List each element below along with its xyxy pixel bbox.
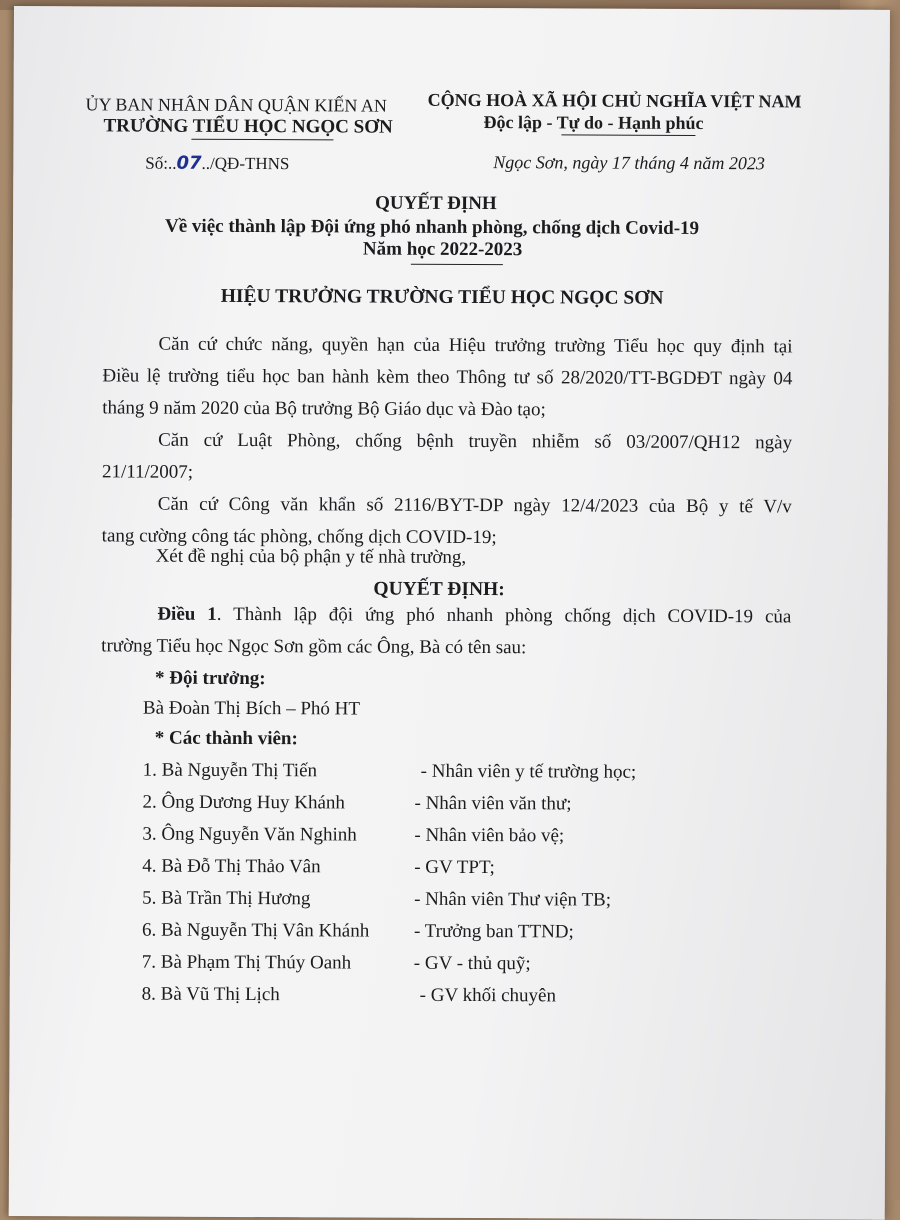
place-date: Ngọc Sơn, ngày 17 tháng 4 năm 2023	[493, 152, 765, 174]
article-1	[101, 598, 791, 665]
article-1-text-1: . Thành lập đội ứng phó nhanh phòng chống dịch COVID-19 của	[216, 603, 792, 628]
proposal-line: Xét đề nghị của bộ phận y tế nhà trường,	[155, 545, 467, 568]
country-name: CỘNG HOÀ XÃ HỘI CHỦ NGHĨA VIỆT NAM	[427, 89, 802, 112]
basis-paragraph-2	[102, 424, 792, 491]
article-1-line-1	[101, 598, 791, 633]
document-number	[145, 152, 289, 177]
motto-underline	[561, 134, 695, 136]
title-underline	[411, 264, 503, 265]
issuing-authority: HIỆU TRƯỞNG TRƯỜNG TIỂU HỌC NGỌC SƠN	[220, 285, 664, 309]
number-handwritten: 07	[176, 152, 202, 174]
decision-subject: Về việc thành lập Đội ứng phó nhanh phòng, chống dịch Covid-19	[164, 215, 700, 239]
basis-paragraph-1	[102, 328, 792, 427]
leader-heading: * Đội trưởng:	[155, 667, 266, 690]
basis-2-line-2: 21/11/2007;	[101, 461, 194, 483]
leader-name: Bà Đoàn Thị Bích – Phó HT	[142, 697, 361, 720]
member-role: - GV - thủ quỹ;	[413, 952, 531, 975]
number-suffix: ../QĐ-THNS	[201, 153, 290, 174]
basis-2-line-1: Căn cứ Luật Phòng, chống bệnh truyền nhiễm số 03/2007/QH12 ngày	[158, 429, 793, 454]
member-role: - GV khối chuyên	[419, 984, 557, 1007]
article-1-line-2: trường Tiểu học Ngọc Sơn gồm các Ông, Bà có tên sau:	[101, 635, 527, 659]
basis-3-line-1: Căn cứ Công văn khẩn số 2116/BYT-DP ngày 12/4/2023 của Bộ y tế V/v	[157, 493, 792, 518]
school-year: Năm học 2022-2023	[362, 238, 523, 261]
member-name: 5. Bà Trần Thị Hương	[142, 887, 311, 910]
member-name: 2. Ông Dương Huy Khánh	[142, 791, 345, 814]
member-name: 3. Ông Nguyễn Văn Nghinh	[142, 823, 357, 846]
member-name: 8. Bà Vũ Thị Lịch	[141, 983, 280, 1006]
members-heading: * Các thành viên:	[154, 727, 298, 750]
national-motto: Độc lập - Tự do - Hạnh phúc	[483, 112, 704, 134]
member-name: 6. Bà Nguyễn Thị Vân Khánh	[141, 919, 370, 942]
document-page	[9, 6, 890, 1220]
member-role: - Nhân viên y tế trường học;	[420, 760, 637, 783]
basis-1-line-1: Căn cứ chức năng, quyền hạn của Hiệu trưởng trường Tiểu học quy định tại	[158, 333, 793, 358]
number-prefix: Số:..	[145, 153, 177, 173]
member-role: - GV TPT;	[414, 856, 495, 879]
decision-title: QUYẾT ĐỊNH	[375, 192, 497, 215]
basis-3-line-2: tang cường công tác phòng, chống dịch COVID-19;	[101, 525, 497, 549]
member-role: - Nhân viên văn thư;	[414, 792, 572, 815]
agency-name: ỦY BAN NHÂN DÂN QUẬN KIẾN AN	[85, 94, 387, 116]
member-name: 7. Bà Phạm Thị Thúy Oanh	[141, 951, 352, 974]
school-name: TRƯỜNG TIỂU HỌC NGỌC SƠN	[103, 115, 393, 138]
school-underline	[191, 139, 333, 141]
article-1-label: Điều 1	[157, 603, 217, 625]
basis-1-line-2: Điều lệ trường tiểu học ban hành kèm theo Thông tư số 28/2020/TT-BGDĐT ngày 04	[102, 365, 793, 390]
basis-1-line-3: tháng 9 năm 2020 của Bộ trưởng Bộ Giáo dục và Đào tạo;	[102, 397, 546, 421]
member-role: - Nhân viên bảo vệ;	[414, 824, 565, 847]
member-name: 1. Bà Nguyễn Thị Tiến	[142, 759, 318, 782]
decision-heading: QUYẾT ĐỊNH:	[373, 578, 505, 601]
member-role: - Trưởng ban TTND;	[413, 920, 574, 943]
member-role: - Nhân viên Thư viện TB;	[414, 888, 612, 911]
member-name: 4. Bà Đỗ Thị Thảo Vân	[142, 855, 321, 878]
